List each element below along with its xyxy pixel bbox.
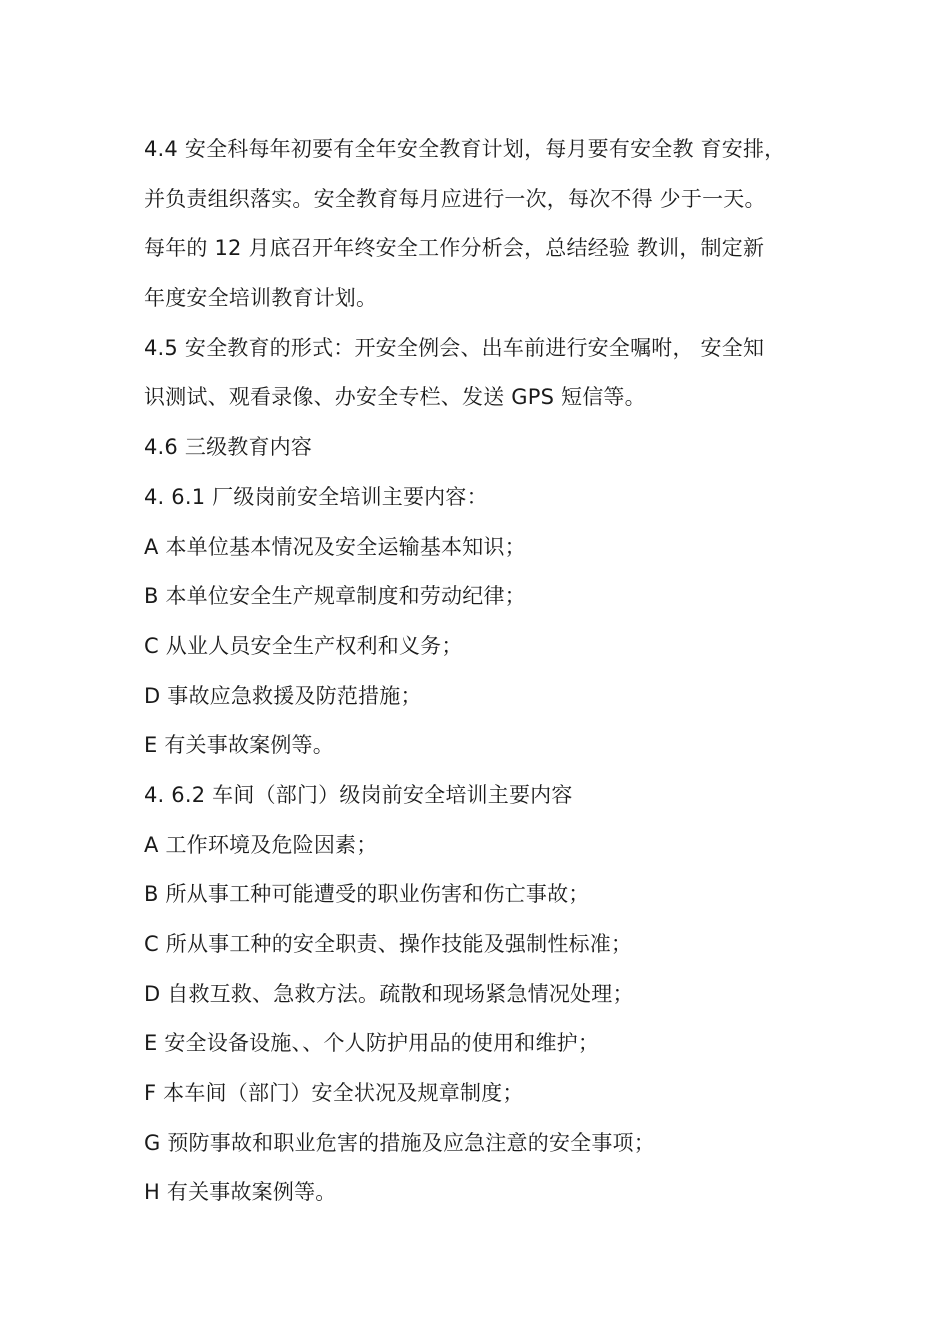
- paragraph-4-5-line-1: 4.5 安全教育的形式：开安全例会、出车前进行安全嘱咐， 安全知: [144, 335, 765, 360]
- paragraph-4-5-line-2: 识测试、观看录像、办安全专栏、发送 GPS 短信等。: [144, 385, 646, 410]
- paragraph-4-4-line-3: 每年的 12 月底召开年终安全工作分析会，总结经验 教训，制定新: [144, 236, 765, 261]
- list-item-4-6-2-c: C 所从事工种的安全职责、操作技能及强制性标准；: [144, 932, 633, 956]
- list-item-4-6-1-c: C 从业人员安全生产权利和义务；: [144, 633, 463, 658]
- list-item-4-6-2-a: A 工作环境及危险因素；: [144, 832, 378, 857]
- paragraph-4-4-line-1: 4.4 安全科每年初要有全年安全教育计划，每月要有安全教 育安排，: [144, 137, 786, 161]
- list-item-4-6-1-b: B 本单位安全生产规章制度和劳动纪律；: [144, 584, 526, 609]
- heading-4-6-1: 4. 6.1 厂级岗前安全培训主要内容：: [144, 484, 488, 509]
- list-item-4-6-2-d: D 自救互救、急救方法。疏散和现场紧急情况处理；: [144, 981, 634, 1006]
- paragraph-4-4-line-2: 并负责组织落实。安全教育每月应进行一次，每次不得 少于一天。: [144, 186, 766, 211]
- list-item-4-6-1-e: E 有关事故案例等。: [144, 733, 334, 758]
- list-item-4-6-1-a: A 本单位基本情况及安全运输基本知识；: [144, 534, 526, 559]
- list-item-4-6-2-e: E 安全设备设施、、个人防护用品的使用和维护；: [144, 1031, 600, 1056]
- heading-4-6: 4.6 三级教育内容: [144, 435, 313, 460]
- list-item-4-6-2-b: B 所从事工种可能遭受的职业伤害和伤亡事故；: [144, 882, 590, 907]
- list-item-4-6-2-f: F 本车间（部门）安全状况及规章制度；: [144, 1081, 524, 1106]
- heading-4-6-2: 4. 6.2 车间（部门）级岗前安全培训主要内容: [144, 782, 573, 807]
- list-item-4-6-2-g: G 预防事故和职业危害的措施及应急注意的安全事项；: [144, 1130, 655, 1155]
- document-body: [144, 125, 834, 1218]
- list-item-4-6-1-d: D 事故应急救援及防范措施；: [144, 683, 422, 708]
- list-item-4-6-2-h: H 有关事故案例等。: [144, 1180, 337, 1205]
- paragraph-4-4-line-4: 年度安全培训教育计划。: [144, 286, 378, 311]
